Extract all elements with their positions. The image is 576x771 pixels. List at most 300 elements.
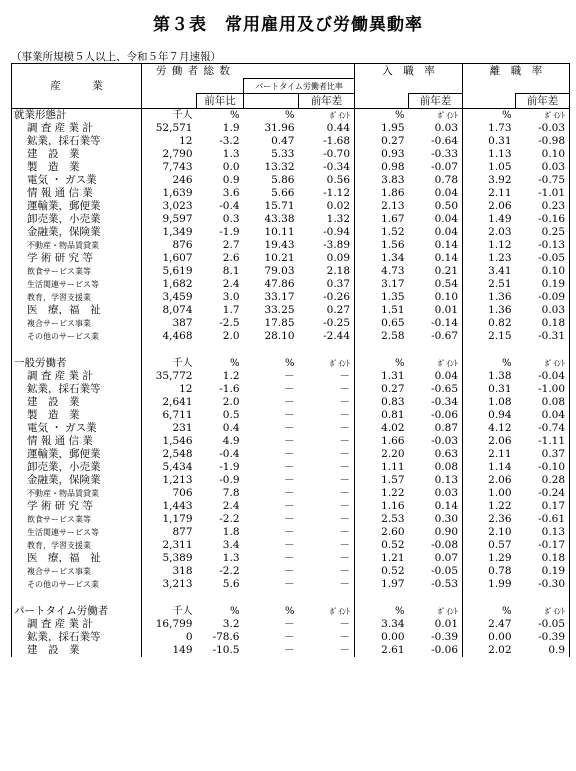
table-row <box>12 565 570 578</box>
table-row <box>12 422 570 435</box>
cell-value: 3.6 <box>222 187 240 199</box>
cell-value: 2,311 <box>162 539 193 551</box>
cell-value: -0.05 <box>516 252 570 265</box>
cell-value: -0.65 <box>409 383 463 396</box>
cell-value: 43.38 <box>264 213 295 225</box>
cell-value: 3.4 <box>222 539 240 551</box>
unit-point: ﾎﾟｲﾝﾄ <box>516 109 570 123</box>
cell-value: 9,597 <box>162 213 193 225</box>
table-row <box>12 383 570 396</box>
cell-value: － <box>299 526 355 539</box>
cell-value: 0.25 <box>516 226 570 239</box>
table-row <box>12 578 570 591</box>
industry-label: 製 造 業 <box>12 409 142 422</box>
section-name: パートタイム労働者 <box>12 605 142 618</box>
industry-label: 建 設 業 <box>12 148 142 161</box>
cell-value: 0.19 <box>516 278 570 291</box>
cell-value: 0.37 <box>299 278 355 291</box>
cell-value: 0.01 <box>409 304 463 317</box>
cell-value: 0.65 <box>381 317 405 329</box>
table-row <box>12 631 570 644</box>
table-row <box>12 435 570 448</box>
cell-value: 1.11 <box>381 461 405 473</box>
cell-value: 1.34 <box>381 252 405 264</box>
table-row <box>12 448 570 461</box>
cell-value: 0.63 <box>409 448 463 461</box>
cell-value: 3.92 <box>488 174 512 186</box>
cell-value: -0.26 <box>299 291 355 304</box>
cell-value: － <box>284 370 295 382</box>
industry-label: 運輸業，郵便業 <box>12 448 142 461</box>
cell-value: 0.13 <box>409 474 463 487</box>
cell-value: 1.8 <box>222 526 240 538</box>
cell-value: -0.39 <box>409 631 463 644</box>
cell-value: 5,434 <box>162 461 193 473</box>
cell-value: -0.30 <box>516 578 570 591</box>
cell-value: 1.9 <box>222 122 240 134</box>
cell-value: -0.61 <box>516 513 570 526</box>
table-row <box>12 252 570 265</box>
section-name: 就業形態計 <box>12 109 142 123</box>
cell-value: 35,772 <box>155 370 193 382</box>
industry-label: その他のサービス業 <box>12 578 142 591</box>
industry-label: 不動産・物品賃貸業 <box>12 239 142 252</box>
cell-value: 5.6 <box>222 578 240 590</box>
unit-percent: % <box>229 358 240 369</box>
cell-value: -2.2 <box>219 565 240 577</box>
cell-value: 2.03 <box>488 226 512 238</box>
cell-value: － <box>284 631 295 643</box>
cell-value: － <box>299 631 355 644</box>
cell-value: － <box>299 618 355 631</box>
cell-value: 1.35 <box>381 291 405 303</box>
cell-value: 1,607 <box>162 252 193 264</box>
cell-value: 7.8 <box>222 487 240 499</box>
cell-value: 0.83 <box>381 396 405 408</box>
cell-value: 33.17 <box>264 291 295 303</box>
industry-label: 情 報 通 信 業 <box>12 435 142 448</box>
cell-value: － <box>299 500 355 513</box>
cell-value: 1,639 <box>162 187 193 199</box>
cell-value: 0.27 <box>381 135 405 147</box>
cell-value: 1.22 <box>381 487 405 499</box>
cell-value: -0.31 <box>516 330 570 343</box>
cell-value: 1.7 <box>222 304 240 316</box>
cell-value: 1.31 <box>381 370 405 382</box>
cell-value: 231 <box>172 422 193 434</box>
cell-value: -3.89 <box>299 239 355 252</box>
cell-value: － <box>284 500 295 512</box>
cell-value: -0.64 <box>409 135 463 148</box>
cell-value: 2.61 <box>381 644 405 656</box>
cell-value: -1.11 <box>516 435 570 448</box>
table-row <box>12 187 570 200</box>
cell-value: -0.05 <box>409 565 463 578</box>
industry-label: 卸売業，小売業 <box>12 213 142 226</box>
cell-value: － <box>299 565 355 578</box>
cell-value: － <box>299 644 355 657</box>
unit-point: ﾎﾟｲﾝﾄ <box>299 605 355 618</box>
industry-label: 電気 ・ ガス業 <box>12 422 142 435</box>
cell-value: － <box>284 422 295 434</box>
cell-value: 0.57 <box>488 539 512 551</box>
industry-label: 飲食サービス業等 <box>12 513 142 526</box>
cell-value: 2.11 <box>488 187 512 199</box>
cell-value: － <box>284 539 295 551</box>
cell-value: 31.96 <box>264 122 295 134</box>
cell-value: 0.04 <box>409 213 463 226</box>
table-row <box>12 278 570 291</box>
cell-value: 2.18 <box>299 265 355 278</box>
unit-point: ﾎﾟｲﾝﾄ <box>409 605 463 618</box>
section-header-row <box>12 605 570 618</box>
cell-value: － <box>299 552 355 565</box>
cell-value: 1.56 <box>381 239 405 251</box>
cell-value: － <box>299 487 355 500</box>
unit-percent: % <box>284 358 295 369</box>
cell-value: 0.00 <box>381 631 405 643</box>
table-row <box>12 135 570 148</box>
cell-value: 2.02 <box>488 644 512 656</box>
table-row <box>12 513 570 526</box>
cell-value: 1.36 <box>488 304 512 316</box>
cell-value: 1,179 <box>162 513 193 525</box>
cell-value: 5.66 <box>271 187 295 199</box>
cell-value: 12 <box>179 135 193 147</box>
cell-value: -0.07 <box>409 161 463 174</box>
industry-label: 製 造 業 <box>12 161 142 174</box>
cell-value: 2.6 <box>222 252 240 264</box>
cell-value: -0.53 <box>409 578 463 591</box>
cell-value: 4.73 <box>381 265 405 277</box>
table-row <box>12 200 570 213</box>
cell-value: 3.0 <box>222 291 240 303</box>
section-header-row <box>12 109 570 123</box>
cell-value: 0.18 <box>516 552 570 565</box>
table-row <box>12 487 570 500</box>
cell-value: 0.44 <box>299 122 355 135</box>
cell-value: 246 <box>172 174 193 186</box>
header-yoy-ratio: 前年比 <box>197 94 244 109</box>
cell-value: 0.31 <box>488 135 512 147</box>
cell-value: － <box>299 383 355 396</box>
cell-value: 1.29 <box>488 552 512 564</box>
cell-value: 1.73 <box>488 122 512 134</box>
cell-value: 3.41 <box>488 265 512 277</box>
cell-value: -2.44 <box>299 330 355 343</box>
cell-value: 706 <box>172 487 193 499</box>
industry-label: 複合サービス事業 <box>12 317 142 330</box>
cell-value: 0.90 <box>409 526 463 539</box>
header-separation-rate: 離 職 率 <box>463 64 570 79</box>
cell-value: 0.87 <box>409 422 463 435</box>
cell-value: 3.2 <box>222 618 240 630</box>
table-row <box>12 474 570 487</box>
cell-value: － <box>299 422 355 435</box>
unit-percent: % <box>284 110 295 121</box>
cell-value: 0.08 <box>409 461 463 474</box>
cell-value: 0.00 <box>488 631 512 643</box>
industry-label: 卸売業，小売業 <box>12 461 142 474</box>
cell-value: － <box>284 526 295 538</box>
industry-label: 電気 ・ ガス業 <box>12 174 142 187</box>
unit-percent: % <box>502 606 512 617</box>
cell-value: -0.03 <box>409 435 463 448</box>
table-row <box>12 291 570 304</box>
cell-value: 0.27 <box>381 383 405 395</box>
header-hire-rate: 入 職 率 <box>355 64 463 79</box>
cell-value: 2.06 <box>488 474 512 486</box>
cell-value: － <box>299 370 355 383</box>
section-name: 一般労働者 <box>12 357 142 370</box>
cell-value: 1.52 <box>381 226 405 238</box>
cell-value: 0.10 <box>409 291 463 304</box>
industry-label: 調 査 産 業 計 <box>12 122 142 135</box>
cell-value: 3,459 <box>162 291 193 303</box>
cell-value: － <box>284 513 295 525</box>
cell-value: 0.47 <box>271 135 295 147</box>
industry-label: 鉱業，採石業等 <box>12 631 142 644</box>
cell-value: 4.12 <box>488 422 512 434</box>
industry-label: 複合サービス事業 <box>12 565 142 578</box>
cell-value: 5,389 <box>162 552 193 564</box>
cell-value: － <box>284 448 295 460</box>
cell-value: 0.28 <box>516 474 570 487</box>
cell-value: － <box>284 578 295 590</box>
cell-value: 0.03 <box>409 122 463 135</box>
cell-value: 1.67 <box>381 213 405 225</box>
cell-value: 0.03 <box>516 161 570 174</box>
cell-value: 1.3 <box>222 148 240 160</box>
employment-table <box>11 63 570 657</box>
cell-value: － <box>284 383 295 395</box>
header-industry: 産 業 <box>12 79 142 94</box>
cell-value: 8,074 <box>162 304 193 316</box>
cell-value: 0.78 <box>409 174 463 187</box>
cell-value: 0 <box>185 631 193 643</box>
cell-value: 2.4 <box>222 278 240 290</box>
cell-value: 0.30 <box>409 513 463 526</box>
cell-value: 876 <box>172 239 193 251</box>
cell-value: 52,571 <box>155 122 193 134</box>
table-row <box>12 317 570 330</box>
cell-value: 1,546 <box>162 435 193 447</box>
cell-value: -1.68 <box>299 135 355 148</box>
table-row <box>12 330 570 343</box>
cell-value: 1.08 <box>488 396 512 408</box>
unit-persons: 千人 <box>172 358 193 369</box>
cell-value: 2.4 <box>222 500 240 512</box>
cell-value: 0.5 <box>222 409 240 421</box>
cell-value: 2.53 <box>381 513 405 525</box>
cell-value: 1.97 <box>381 578 405 590</box>
cell-value: 2.0 <box>222 396 240 408</box>
cell-value: -78.6 <box>212 631 240 643</box>
cell-value: 1.2 <box>222 370 240 382</box>
table-row <box>12 226 570 239</box>
cell-value: 0.14 <box>409 239 463 252</box>
cell-value: 0.4 <box>222 422 240 434</box>
cell-value: -0.74 <box>516 422 570 435</box>
header-part-ratio: パートタイム労働者比率 <box>244 79 355 94</box>
unit-persons: 千人 <box>172 606 193 617</box>
industry-label: 調 査 産 業 計 <box>12 370 142 383</box>
cell-value: 0.31 <box>488 383 512 395</box>
industry-label: 教育，学習支援業 <box>12 539 142 552</box>
cell-value: 6,711 <box>162 409 193 421</box>
cell-value: -0.34 <box>299 161 355 174</box>
cell-value: -0.05 <box>516 618 570 631</box>
cell-value: － <box>299 513 355 526</box>
cell-value: 2,790 <box>162 148 193 160</box>
cell-value: － <box>284 565 295 577</box>
cell-value: -0.16 <box>516 213 570 226</box>
cell-value: 0.52 <box>381 539 405 551</box>
cell-value: -0.4 <box>219 200 240 212</box>
cell-value: -1.9 <box>219 226 240 238</box>
unit-point: ﾎﾟｲﾝﾄ <box>516 357 570 370</box>
cell-value: 1.66 <box>381 435 405 447</box>
cell-value: 1.3 <box>222 552 240 564</box>
cell-value: 1.99 <box>488 578 512 590</box>
section-header-row <box>12 357 570 370</box>
cell-value: 5,619 <box>162 265 193 277</box>
table-row <box>12 526 570 539</box>
cell-value: 0.03 <box>516 304 570 317</box>
cell-value: 2.06 <box>488 435 512 447</box>
cell-value: -0.70 <box>299 148 355 161</box>
header-yoy-diff-hire: 前年差 <box>409 94 463 109</box>
header-workers: 労 働 者 総 数 <box>142 64 355 79</box>
industry-label: 建 設 業 <box>12 396 142 409</box>
cell-value: 3,213 <box>162 578 193 590</box>
industry-label: 医 療，福 祉 <box>12 304 142 317</box>
unit-point: ﾎﾟｲﾝﾄ <box>409 357 463 370</box>
unit-percent: % <box>395 358 405 369</box>
cell-value: － <box>284 644 295 656</box>
industry-label: 鉱業，採石業等 <box>12 135 142 148</box>
cell-value: 0.78 <box>488 565 512 577</box>
cell-value: 79.03 <box>264 265 295 277</box>
unit-percent: % <box>502 110 512 121</box>
cell-value: 1.13 <box>488 148 512 160</box>
cell-value: 1,682 <box>162 278 193 290</box>
cell-value: － <box>299 396 355 409</box>
cell-value: 5.86 <box>271 174 295 186</box>
cell-value: -0.39 <box>516 631 570 644</box>
cell-value: -0.04 <box>516 370 570 383</box>
cell-value: 0.54 <box>409 278 463 291</box>
cell-value: 2.58 <box>381 330 405 342</box>
cell-value: 0.09 <box>299 252 355 265</box>
cell-value: 0.01 <box>409 618 463 631</box>
cell-value: － <box>299 578 355 591</box>
table-row <box>12 644 570 657</box>
industry-label: その他のサービス業 <box>12 330 142 343</box>
cell-value: -1.01 <box>516 187 570 200</box>
cell-value: 2.15 <box>488 330 512 342</box>
cell-value: 1.38 <box>488 370 512 382</box>
cell-value: -0.14 <box>409 317 463 330</box>
cell-value: － <box>284 487 295 499</box>
table-row <box>12 174 570 187</box>
cell-value: － <box>299 435 355 448</box>
table-row <box>12 500 570 513</box>
cell-value: － <box>284 461 295 473</box>
table-row <box>12 461 570 474</box>
header-yoy-diff-part: 前年差 <box>299 94 355 109</box>
table-row <box>12 396 570 409</box>
cell-value: 0.03 <box>409 487 463 500</box>
cell-value: 1.21 <box>381 552 405 564</box>
cell-value: 3.17 <box>381 278 405 290</box>
cell-value: 2.47 <box>488 618 512 630</box>
cell-value: 0.07 <box>409 552 463 565</box>
cell-value: 12 <box>179 383 193 395</box>
cell-value: － <box>299 461 355 474</box>
cell-value: 0.04 <box>516 409 570 422</box>
cell-value: -10.5 <box>212 644 240 656</box>
cell-value: -0.09 <box>516 291 570 304</box>
industry-label: 学 術 研 究 等 <box>12 500 142 513</box>
table-row <box>12 265 570 278</box>
cell-value: 1.23 <box>488 252 512 264</box>
unit-percent: % <box>395 606 405 617</box>
cell-value: 15.71 <box>264 200 295 212</box>
table-row <box>12 161 570 174</box>
cell-value: 2,548 <box>162 448 193 460</box>
cell-value: 2.36 <box>488 513 512 525</box>
cell-value: 2,641 <box>162 396 193 408</box>
cell-value: 28.10 <box>264 330 295 342</box>
cell-value: 7,743 <box>162 161 193 173</box>
cell-value: 0.82 <box>488 317 512 329</box>
cell-value: 5.33 <box>271 148 295 160</box>
cell-value: － <box>284 474 295 486</box>
cell-value: -2.5 <box>219 317 240 329</box>
industry-label: 運輸業，郵便業 <box>12 200 142 213</box>
cell-value: -0.34 <box>409 396 463 409</box>
cell-value: 877 <box>172 526 193 538</box>
industry-label: 調 査 産 業 計 <box>12 618 142 631</box>
cell-value: 0.3 <box>222 213 240 225</box>
table-row <box>12 213 570 226</box>
cell-value: 3.83 <box>381 174 405 186</box>
cell-value: 1.16 <box>381 500 405 512</box>
cell-value: － <box>284 618 295 630</box>
cell-value: 0.19 <box>516 565 570 578</box>
cell-value: 0.56 <box>299 174 355 187</box>
unit-percent: % <box>395 110 405 121</box>
cell-value: -2.2 <box>219 513 240 525</box>
cell-value: -1.00 <box>516 383 570 396</box>
cell-value: － <box>284 552 295 564</box>
cell-value: 3.34 <box>381 618 405 630</box>
cell-value: － <box>284 396 295 408</box>
cell-value: 0.37 <box>516 448 570 461</box>
header-yoy-diff-sep: 前年差 <box>516 94 570 109</box>
table-row <box>12 539 570 552</box>
page-title: 第３表 常用雇用及び労働異動率 <box>153 15 423 35</box>
industry-label: 教育，学習支援業 <box>12 291 142 304</box>
cell-value: 0.04 <box>409 370 463 383</box>
cell-value: 2.7 <box>222 239 240 251</box>
cell-value: 0.13 <box>516 526 570 539</box>
industry-label: 情 報 通 信 業 <box>12 187 142 200</box>
cell-value: 0.10 <box>516 265 570 278</box>
cell-value: 33.25 <box>264 304 295 316</box>
cell-value: -0.06 <box>409 644 463 657</box>
